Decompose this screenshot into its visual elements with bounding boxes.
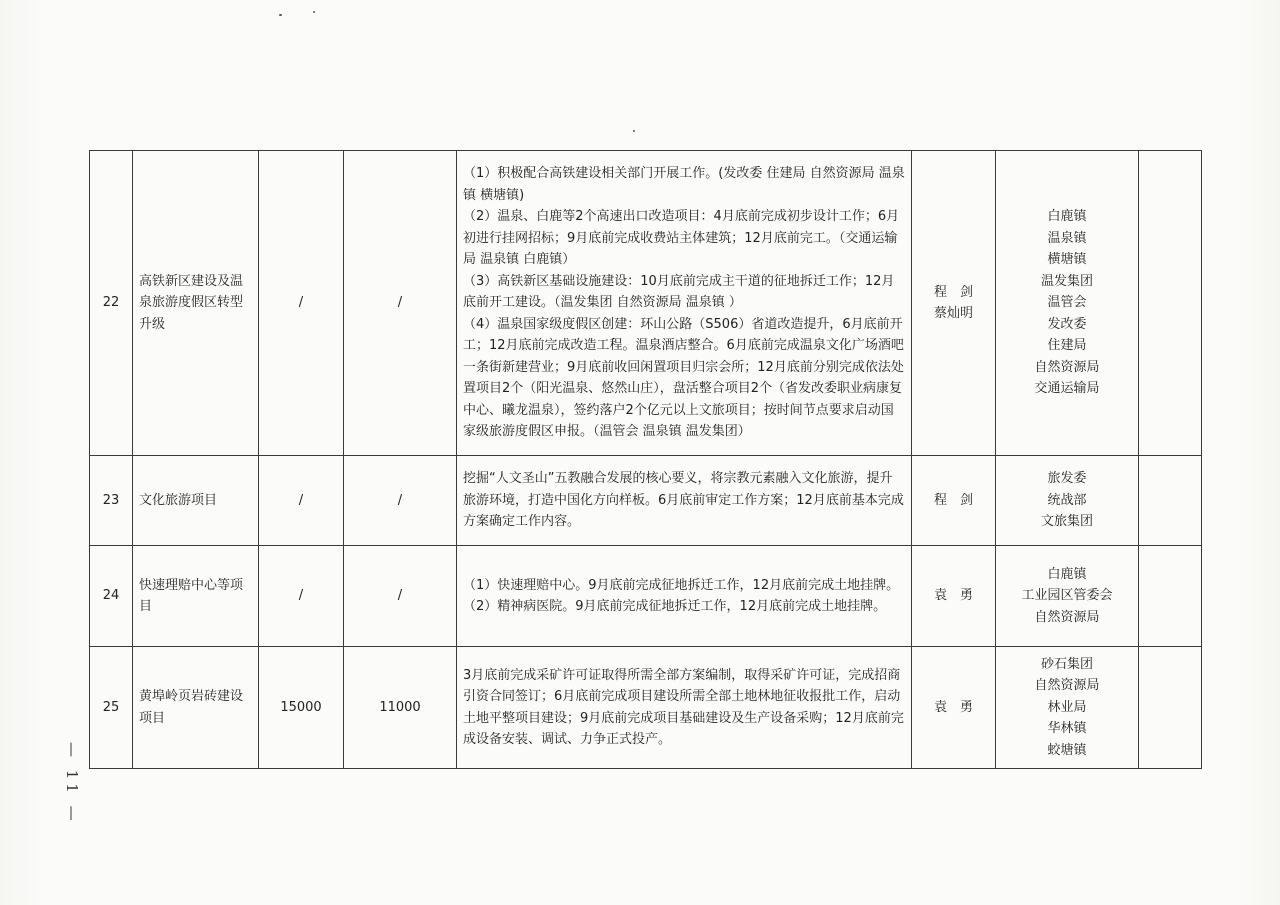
row-number: 22	[90, 151, 133, 456]
unit-name: 自然资源局	[1034, 359, 1100, 375]
task-item: 3月底前完成采矿许可证取得所需全部方案编制，取得采矿许可证，完成招商引资合同签订；6月底前完成项目建设所需全部土地林地征收报批工作，启动土地平整项目建设；9月底前完成项目基础建设及生产设备采购；12月底前完成设备安装、调试、力争正式投产。	[463, 667, 904, 747]
task-item: （2）温泉、白鹿等2个高速出口改造项目：4月底前完成初步设计工作；6月初进行挂网招标；9月底前完成收费站主体建筑；12月底前完工。（交通运输局 温泉镇 白鹿镇）	[463, 209, 900, 268]
row-number: 25	[90, 647, 133, 769]
unit-name: 自然资源局	[1034, 678, 1100, 694]
task-content	[457, 151, 912, 456]
scan-speck	[313, 11, 315, 13]
table-row	[90, 647, 1202, 769]
task-content	[457, 456, 912, 546]
unit-name: 自然资源局	[1034, 609, 1100, 625]
total-investment: /	[259, 151, 344, 456]
unit-name: 温管会	[1047, 295, 1087, 311]
responsible-units	[996, 456, 1139, 546]
page-number: — 11 —	[63, 742, 81, 825]
remark	[1139, 647, 1202, 769]
unit-name: 华林镇	[1047, 721, 1087, 737]
table-row	[90, 546, 1202, 647]
total-investment: /	[259, 546, 344, 647]
task-item: （2）精神病医院。9月底前完成征地拆迁工作，12月底前完成土地挂牌。	[463, 599, 887, 614]
unit-name: 温泉镇	[1047, 230, 1087, 246]
table-row	[90, 151, 1202, 456]
responsible-units	[996, 546, 1139, 647]
leader-name: 袁 勇	[933, 588, 973, 604]
task-item: （1）快速理赔中心。9月底前完成征地拆迁工作，12月底前完成土地挂牌。	[463, 577, 900, 593]
task-item: （1）积极配合高铁建设相关部门开展工作。(发改委 住建局 自然资源局 温泉镇 横塘镇)	[463, 166, 905, 203]
task-item: 挖掘“人文圣山”五教融合发展的核心要义，将宗教元素融入文化旅游，提升旅游环境，打造中国化方向样板。6月底前审定工作方案；12月底前基本完成方案确定工作内容。	[463, 471, 904, 530]
unit-name: 温发集团	[1040, 273, 1093, 289]
task-content	[457, 546, 912, 647]
annual-investment: /	[344, 151, 457, 456]
task-item: （3）高铁新区基础设施建设：10月底前完成主干道的征地拆迁工作；12月底前开工建设。（温发集团 自然资源局 温泉镇 ）	[463, 273, 895, 311]
row-number: 24	[90, 546, 133, 647]
unit-name: 林业局	[1047, 699, 1087, 715]
leader-name: 程 剑	[933, 492, 973, 508]
unit-name: 旅发委	[1047, 471, 1087, 487]
unit-name: 横塘镇	[1047, 252, 1087, 268]
unit-name: 工业园区管委会	[1021, 588, 1113, 604]
responsible-leader	[912, 647, 996, 769]
annual-investment: /	[344, 546, 457, 647]
row-number: 23	[90, 456, 133, 546]
leader-name: 蔡灿明	[933, 306, 973, 321]
responsible-leader	[912, 546, 996, 647]
total-investment: 15000	[259, 647, 344, 769]
unit-name: 白鹿镇	[1047, 566, 1087, 582]
annual-investment: /	[344, 456, 457, 546]
unit-name: 统战部	[1047, 492, 1087, 508]
scan-speck	[633, 130, 635, 132]
unit-name: 住建局	[1047, 338, 1087, 354]
remark	[1139, 151, 1202, 456]
task-item: （4）温泉国家级度假区创建：环山公路（S506）省道改造提升，6月底前开工；12月底前完成改造工程。温泉酒店整合。6月底前完成温泉文化广场酒吧一条街新建营业；9月底前收回闲置项目归宗会所；12月底前分别完成依法处置项目2个（阳光温泉、悠然山庄），盘活整合项目2个（省发改委职业病康复中心、曦龙温泉），签约落户2个亿元以上文旅项目；按时间节点要求启动国家级旅游度假区申报。（温管会 温泉镇 温发集团）	[463, 316, 904, 440]
unit-name: 白鹿镇	[1047, 209, 1087, 225]
table-row	[90, 456, 1202, 546]
project-name: 高铁新区建设及温泉旅游度假区转型升级	[133, 151, 259, 456]
unit-name: 蛟塘镇	[1047, 742, 1087, 758]
task-content	[457, 647, 912, 769]
unit-name: 发改委	[1047, 316, 1087, 332]
remark	[1139, 456, 1202, 546]
responsible-leader	[912, 456, 996, 546]
project-table	[89, 150, 1202, 769]
unit-name: 砂石集团	[1040, 656, 1093, 672]
total-investment: /	[259, 456, 344, 546]
responsible-units	[996, 647, 1139, 769]
project-name: 快速理赔中心等项目	[133, 546, 259, 647]
leader-name: 程 剑	[933, 284, 973, 300]
unit-name: 文旅集团	[1040, 514, 1093, 530]
unit-name: 交通运输局	[1034, 381, 1100, 397]
leader-name: 袁 勇	[933, 699, 973, 715]
responsible-leader	[912, 151, 996, 456]
project-name: 黄埠岭页岩砖建设项目	[133, 647, 259, 769]
annual-investment: 11000	[344, 647, 457, 769]
project-name: 文化旅游项目	[133, 456, 259, 546]
scan-speck	[279, 14, 282, 16]
responsible-units	[996, 151, 1139, 456]
remark	[1139, 546, 1202, 647]
